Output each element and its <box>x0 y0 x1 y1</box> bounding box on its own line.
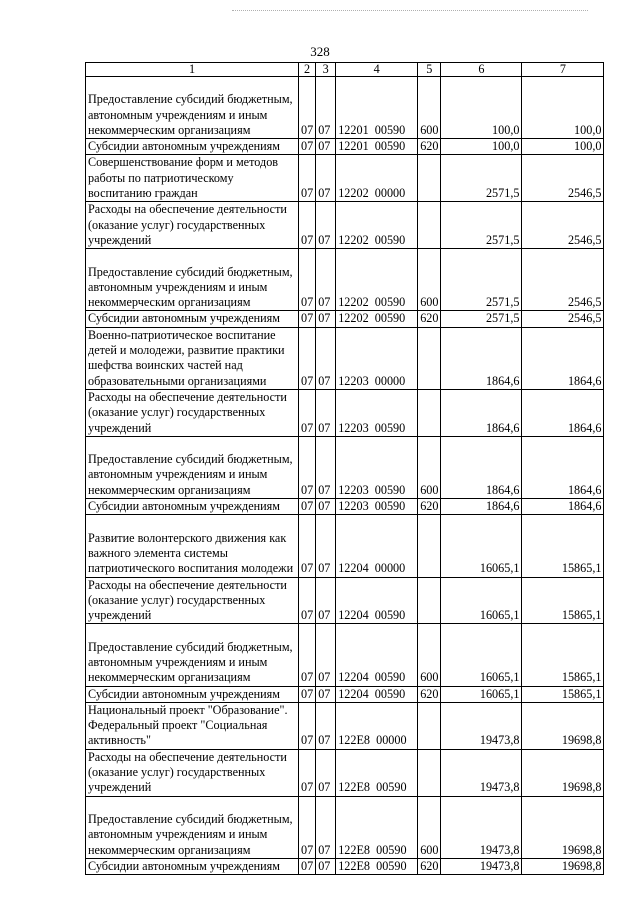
table-body <box>86 77 604 875</box>
row-amount-col7: 1864,6 <box>522 389 604 436</box>
row-subsection-code: 07 <box>316 624 336 686</box>
row-expense-type-code <box>418 749 441 796</box>
table-row <box>86 624 604 686</box>
row-subsection-code: 07 <box>316 796 336 858</box>
column-header: 5 <box>418 63 441 77</box>
table-row <box>86 436 604 498</box>
row-section-code: 07 <box>299 858 316 874</box>
row-name: Субсидии автономным учреждениям <box>86 139 299 155</box>
row-amount-col6: 2571,5 <box>441 155 522 202</box>
row-amount-col7: 15865,1 <box>522 515 604 577</box>
row-target-article-code: 12202 00000 <box>336 155 418 202</box>
row-name: Субсидии автономным учреждениям <box>86 499 299 515</box>
row-subsection-code: 07 <box>316 77 336 139</box>
row-subsection-code: 07 <box>316 577 336 624</box>
row-target-article-code: 12202 00590 <box>336 202 418 249</box>
row-section-code: 07 <box>299 327 316 389</box>
row-name: Предоставление субсидий бюджетным, автономным учреждениям и иным некоммерческим организациям <box>86 624 299 686</box>
budget-table <box>85 62 604 875</box>
row-amount-col7: 1864,6 <box>522 499 604 515</box>
row-expense-type-code <box>418 327 441 389</box>
row-target-article-code: 122E8 00000 <box>336 702 418 749</box>
row-expense-type-code: 620 <box>418 858 441 874</box>
row-amount-col6: 1864,6 <box>441 327 522 389</box>
row-amount-col7: 15865,1 <box>522 624 604 686</box>
row-expense-type-code: 620 <box>418 311 441 327</box>
row-amount-col6: 16065,1 <box>441 624 522 686</box>
row-amount-col7: 15865,1 <box>522 686 604 702</box>
row-section-code: 07 <box>299 202 316 249</box>
page-number: 328 <box>310 44 330 59</box>
table-row <box>86 796 604 858</box>
row-subsection-code: 07 <box>316 311 336 327</box>
row-name: Расходы на обеспечение деятельности (оказание услуг) государственных учреждений <box>86 202 299 249</box>
row-amount-col7: 2546,5 <box>522 249 604 311</box>
row-section-code: 07 <box>299 686 316 702</box>
row-target-article-code: 12204 00590 <box>336 624 418 686</box>
row-amount-col6: 1864,6 <box>441 436 522 498</box>
table-row <box>86 499 604 515</box>
row-amount-col7: 100,0 <box>522 139 604 155</box>
row-amount-col6: 2571,5 <box>441 311 522 327</box>
row-name: Субсидии автономным учреждениям <box>86 311 299 327</box>
row-subsection-code: 07 <box>316 858 336 874</box>
row-subsection-code: 07 <box>316 436 336 498</box>
row-name: Расходы на обеспечение деятельности (оказание услуг) государственных учреждений <box>86 577 299 624</box>
row-expense-type-code: 620 <box>418 686 441 702</box>
row-expense-type-code: 600 <box>418 796 441 858</box>
row-expense-type-code: 620 <box>418 499 441 515</box>
row-expense-type-code <box>418 515 441 577</box>
row-target-article-code: 12203 00590 <box>336 436 418 498</box>
row-name: Расходы на обеспечение деятельности (оказание услуг) государственных учреждений <box>86 749 299 796</box>
row-amount-col6: 19473,8 <box>441 858 522 874</box>
row-subsection-code: 07 <box>316 202 336 249</box>
row-name: Предоставление субсидий бюджетным, автономным учреждениям и иным некоммерческим организациям <box>86 77 299 139</box>
table-header-row <box>86 63 604 77</box>
row-section-code: 07 <box>299 139 316 155</box>
row-name: Предоставление субсидий бюджетным, автономным учреждениям и иным некоммерческим организациям <box>86 436 299 498</box>
row-amount-col6: 19473,8 <box>441 702 522 749</box>
row-name: Субсидии автономным учреждениям <box>86 858 299 874</box>
row-amount-col7: 2546,5 <box>522 155 604 202</box>
row-subsection-code: 07 <box>316 749 336 796</box>
row-amount-col7: 2546,5 <box>522 202 604 249</box>
row-section-code: 07 <box>299 311 316 327</box>
row-amount-col7: 19698,8 <box>522 796 604 858</box>
table-row <box>86 515 604 577</box>
row-target-article-code: 122E8 00590 <box>336 749 418 796</box>
column-header: 1 <box>86 63 299 77</box>
column-header: 6 <box>441 63 522 77</box>
row-section-code: 07 <box>299 389 316 436</box>
row-name: Предоставление субсидий бюджетным, автономным учреждениям и иным некоммерческим организациям <box>86 796 299 858</box>
row-target-article-code: 12201 00590 <box>336 139 418 155</box>
row-section-code: 07 <box>299 155 316 202</box>
row-section-code: 07 <box>299 796 316 858</box>
row-name: Расходы на обеспечение деятельности (оказание услуг) государственных учреждений <box>86 389 299 436</box>
row-amount-col6: 16065,1 <box>441 577 522 624</box>
row-subsection-code: 07 <box>316 515 336 577</box>
row-amount-col7: 19698,8 <box>522 702 604 749</box>
table-row <box>86 577 604 624</box>
row-expense-type-code: 600 <box>418 624 441 686</box>
row-expense-type-code <box>418 155 441 202</box>
row-section-code: 07 <box>299 515 316 577</box>
table-row <box>86 311 604 327</box>
row-expense-type-code: 600 <box>418 249 441 311</box>
row-expense-type-code <box>418 577 441 624</box>
row-section-code: 07 <box>299 749 316 796</box>
row-target-article-code: 122E8 00590 <box>336 858 418 874</box>
row-target-article-code: 12203 00590 <box>336 389 418 436</box>
row-amount-col6: 2571,5 <box>441 249 522 311</box>
row-subsection-code: 07 <box>316 139 336 155</box>
row-amount-col6: 2571,5 <box>441 202 522 249</box>
row-name: Развитие волонтерского движения как важного элемента системы патриотического воспитания молодежи <box>86 515 299 577</box>
table-row <box>86 749 604 796</box>
row-amount-col6: 100,0 <box>441 77 522 139</box>
table-row <box>86 858 604 874</box>
row-amount-col7: 19698,8 <box>522 858 604 874</box>
column-header: 7 <box>522 63 604 77</box>
row-amount-col6: 19473,8 <box>441 749 522 796</box>
row-amount-col7: 1864,6 <box>522 327 604 389</box>
row-name: Национальный проект "Образование". Федеральный проект "Социальная активность" <box>86 702 299 749</box>
row-expense-type-code <box>418 202 441 249</box>
table-row <box>86 139 604 155</box>
row-expense-type-code: 620 <box>418 139 441 155</box>
row-amount-col6: 16065,1 <box>441 515 522 577</box>
row-expense-type-code: 600 <box>418 436 441 498</box>
table-row <box>86 249 604 311</box>
row-subsection-code: 07 <box>316 702 336 749</box>
row-target-article-code: 12201 00590 <box>336 77 418 139</box>
row-amount-col6: 1864,6 <box>441 499 522 515</box>
row-target-article-code: 12202 00590 <box>336 249 418 311</box>
row-name: Совершенствование форм и методов работы по патриотическому воспитанию граждан <box>86 155 299 202</box>
row-expense-type-code <box>418 702 441 749</box>
table-row <box>86 202 604 249</box>
row-section-code: 07 <box>299 702 316 749</box>
row-expense-type-code: 600 <box>418 77 441 139</box>
row-section-code: 07 <box>299 249 316 311</box>
column-header: 4 <box>336 63 418 77</box>
table-row <box>86 389 604 436</box>
column-header: 2 <box>299 63 316 77</box>
row-amount-col7: 2546,5 <box>522 311 604 327</box>
row-amount-col6: 16065,1 <box>441 686 522 702</box>
row-amount-col7: 19698,8 <box>522 749 604 796</box>
table-row <box>86 77 604 139</box>
row-target-article-code: 12204 00000 <box>336 515 418 577</box>
row-section-code: 07 <box>299 624 316 686</box>
table-row <box>86 155 604 202</box>
column-header: 3 <box>316 63 336 77</box>
row-section-code: 07 <box>299 499 316 515</box>
row-target-article-code: 122E8 00590 <box>336 796 418 858</box>
row-section-code: 07 <box>299 436 316 498</box>
table-row <box>86 702 604 749</box>
row-amount-col7: 1864,6 <box>522 436 604 498</box>
row-target-article-code: 12204 00590 <box>336 577 418 624</box>
row-section-code: 07 <box>299 77 316 139</box>
row-subsection-code: 07 <box>316 249 336 311</box>
row-amount-col6: 19473,8 <box>441 796 522 858</box>
table-row <box>86 686 604 702</box>
row-subsection-code: 07 <box>316 155 336 202</box>
scan-top-line <box>232 10 588 11</box>
row-subsection-code: 07 <box>316 499 336 515</box>
row-subsection-code: 07 <box>316 389 336 436</box>
row-expense-type-code <box>418 389 441 436</box>
row-target-article-code: 12202 00590 <box>336 311 418 327</box>
row-section-code: 07 <box>299 577 316 624</box>
row-subsection-code: 07 <box>316 327 336 389</box>
row-amount-col6: 1864,6 <box>441 389 522 436</box>
row-amount-col6: 100,0 <box>441 139 522 155</box>
row-target-article-code: 12203 00000 <box>336 327 418 389</box>
row-amount-col7: 15865,1 <box>522 577 604 624</box>
row-amount-col7: 100,0 <box>522 77 604 139</box>
table-row <box>86 327 604 389</box>
row-target-article-code: 12203 00590 <box>336 499 418 515</box>
row-target-article-code: 12204 00590 <box>336 686 418 702</box>
row-name: Предоставление субсидий бюджетным, автономным учреждениям и иным некоммерческим организациям <box>86 249 299 311</box>
row-name: Военно-патриотическое воспитание детей и молодежи, развитие практики шефства воинских частей над образовательными организациями <box>86 327 299 389</box>
row-subsection-code: 07 <box>316 686 336 702</box>
row-name: Субсидии автономным учреждениям <box>86 686 299 702</box>
